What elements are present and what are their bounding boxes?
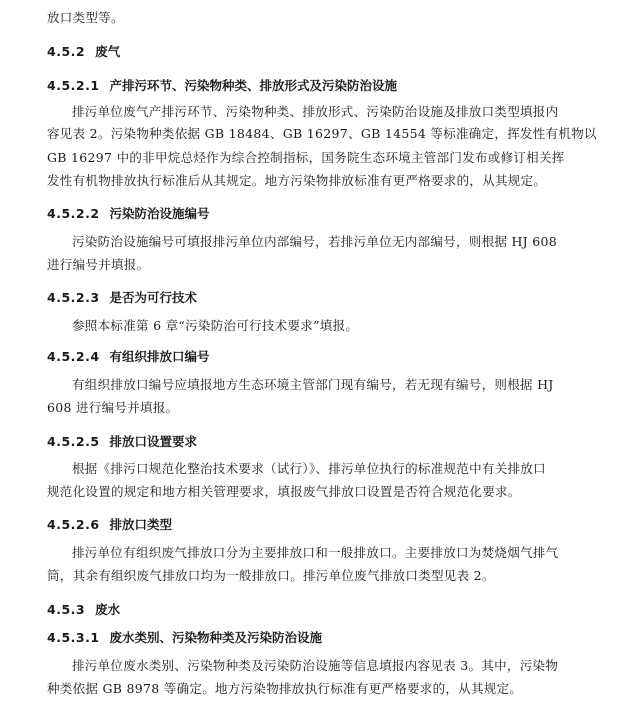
paragraph-line: 筒，其余有组织废气排放口均为一般排放口。排污单位废气排放口类型见表 2。 xyxy=(47,568,495,583)
paragraph-line: 放口类型等。 xyxy=(47,10,124,25)
section-heading xyxy=(47,630,322,646)
section-title: 产排污环节、污染物种类、排放形式及污染防治设施 xyxy=(109,78,398,93)
section-number: 4.5.3.1 xyxy=(47,630,100,645)
paragraph-line: 规范化设置的规定和地方相关管理要求，填报废气排放口设置是否符合规范化要求。 xyxy=(47,484,521,499)
paragraph-line: GB 16297 中的非甲烷总烃作为综合控制指标，国务院生态环境主管部门发布或修订相关挥 xyxy=(47,150,565,165)
paragraph-line: 有组织排放口编号应填报地方生态环境主管部门现有编号，若无现有编号，则根据 HJ xyxy=(72,377,554,392)
section-number: 4.5.2 xyxy=(47,44,86,59)
paragraph-line: 容见表 2。污染物种类依据 GB 18484、GB 16297、GB 14554 等标准确定，挥发性有机物以 xyxy=(47,126,597,141)
paragraph-line: 根据《排污口规范化整治技术要求（试行）》、排污单位执行的标准规范中有关排放口 xyxy=(72,461,546,476)
paragraph-line: 排污单位有组织废气排放口分为主要排放口和一般排放口。主要排放口为焚烧烟气排气 xyxy=(72,545,559,560)
section-title: 废水 xyxy=(95,602,121,617)
paragraph-line: 污染防治设施编号可填报排污单位内部编号，若排污单位无内部编号，则根据 HJ 608 xyxy=(72,234,558,249)
paragraph-line: 参照本标准第 6 章“污染防治可行技术要求”填报。 xyxy=(72,318,359,333)
section-heading xyxy=(47,44,120,60)
paragraph-line: 种类依据 GB 8978 等确定。地方污染物排放执行标准有更严格要求的，从其规定。 xyxy=(47,681,523,696)
paragraph-line: 排污单位废气产排污环节、污染物种类、排放形式、污染防治设施及排放口类型填报内 xyxy=(72,104,559,119)
section-title: 废水类别、污染物种类及污染防治设施 xyxy=(109,630,323,645)
section-heading xyxy=(47,349,210,365)
paragraph-line: 排污单位废水类别、污染物种类及污染防治设施等信息填报内容见表 3。其中，污染物 xyxy=(72,658,559,673)
section-heading xyxy=(47,290,197,306)
section-number: 4.5.2.1 xyxy=(47,78,100,93)
section-number: 4.5.2.5 xyxy=(47,434,100,449)
paragraph-line: 608 进行编号并填报。 xyxy=(47,400,179,415)
section-title: 排放口类型 xyxy=(109,517,173,532)
section-title: 是否为可行技术 xyxy=(109,290,198,305)
section-number: 4.5.3 xyxy=(47,602,86,617)
section-heading xyxy=(47,602,120,618)
paragraph-line: 发性有机物排放执行标准后从其规定。地方污染物排放标准有更严格要求的，从其规定。 xyxy=(47,173,547,188)
section-number: 4.5.2.6 xyxy=(47,517,100,532)
section-number: 4.5.2.2 xyxy=(47,206,100,221)
section-heading xyxy=(47,78,397,94)
section-title: 排放口设置要求 xyxy=(109,434,198,449)
section-heading xyxy=(47,434,197,450)
section-title: 污染防治设施编号 xyxy=(109,206,210,221)
section-heading xyxy=(47,206,210,222)
section-number: 4.5.2.4 xyxy=(47,349,100,364)
section-heading xyxy=(47,517,172,533)
section-number: 4.5.2.3 xyxy=(47,290,100,305)
section-title: 有组织排放口编号 xyxy=(109,349,210,364)
paragraph-line: 进行编号并填报。 xyxy=(47,257,150,272)
section-title: 废气 xyxy=(95,44,121,59)
